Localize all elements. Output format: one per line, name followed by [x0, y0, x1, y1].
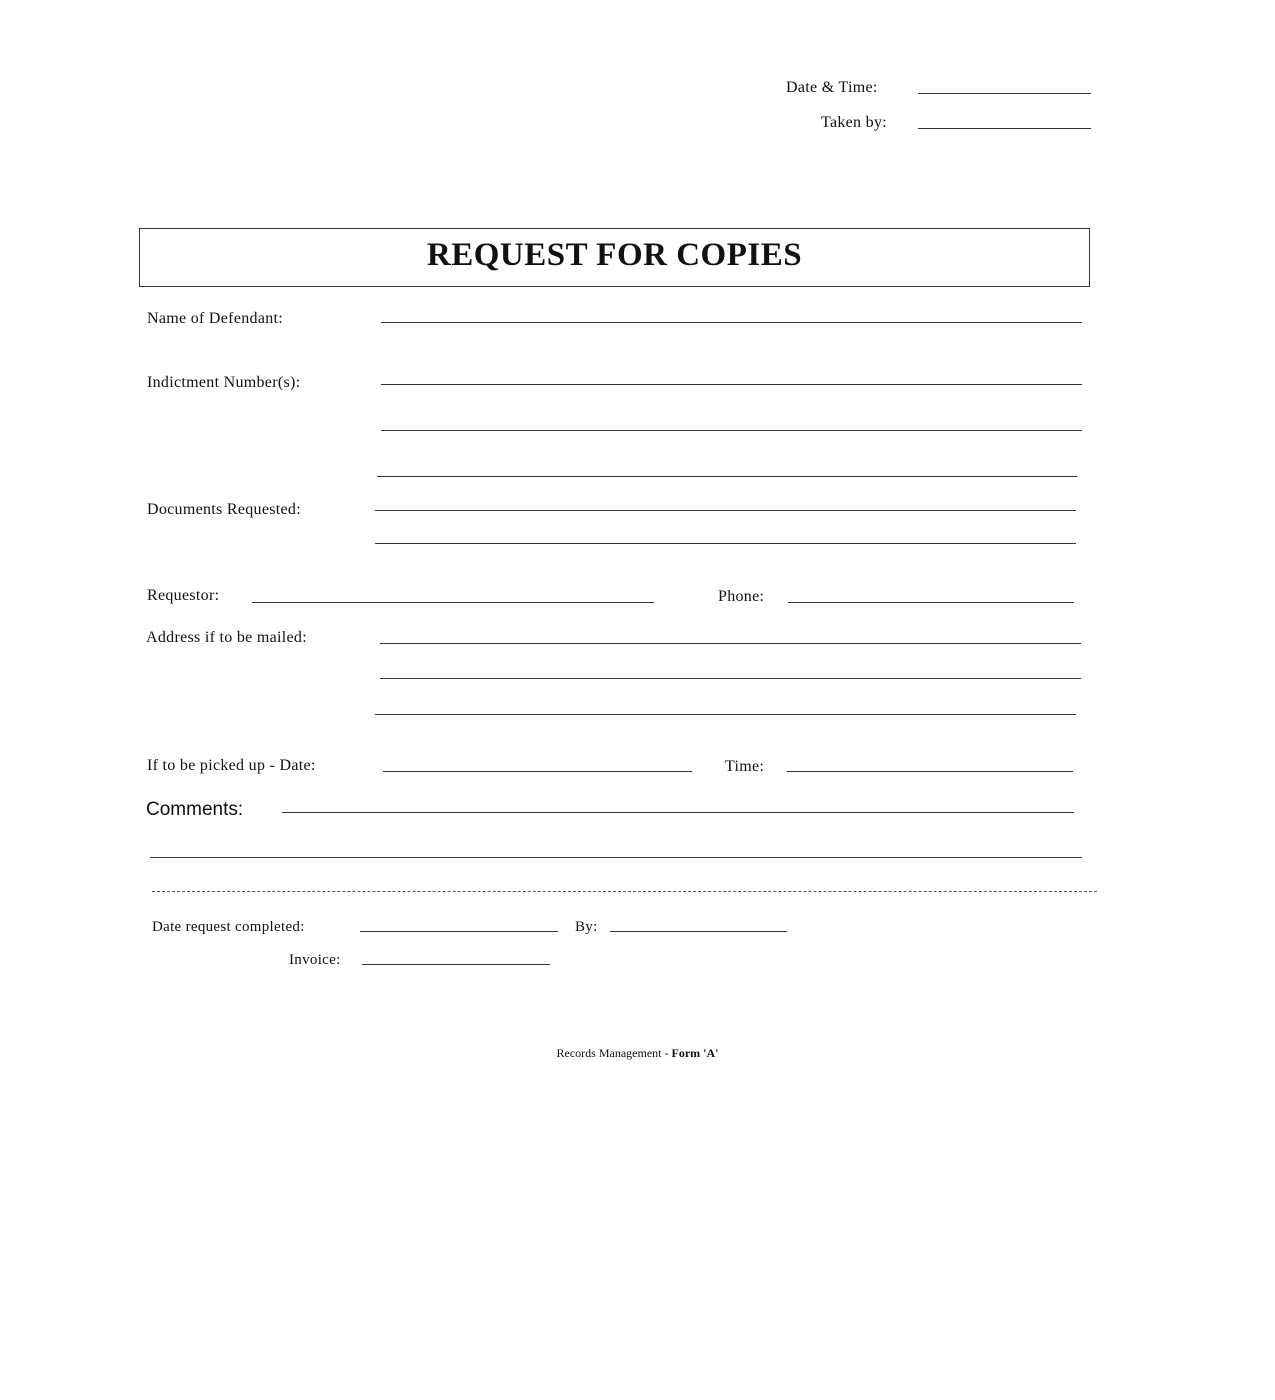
form-id: Form 'A': [671, 1046, 719, 1060]
address-field-3[interactable]: [375, 714, 1076, 715]
pickup-date-field[interactable]: [383, 771, 692, 772]
requestor-field[interactable]: [252, 602, 654, 603]
indictment-field-1[interactable]: [381, 384, 1082, 385]
defendant-field[interactable]: [381, 322, 1082, 323]
indictment-label: Indictment Number(s):: [147, 374, 301, 391]
defendant-label: Name of Defendant:: [147, 310, 284, 327]
comments-label: Comments:: [146, 799, 244, 820]
date-time-label: Date & Time:: [786, 79, 878, 96]
by-field[interactable]: [610, 931, 787, 932]
address-field-1[interactable]: [380, 643, 1081, 644]
invoice-label: Invoice:: [289, 952, 341, 968]
requestor-label: Requestor:: [147, 587, 220, 604]
pickup-time-field[interactable]: [787, 771, 1073, 772]
taken-by-label: Taken by:: [821, 114, 888, 131]
date-time-field[interactable]: [918, 93, 1091, 94]
completed-label: Date request completed:: [152, 919, 305, 935]
comments-field-1[interactable]: [282, 812, 1074, 813]
address-label: Address if to be mailed:: [146, 629, 307, 646]
documents-field-1[interactable]: [375, 510, 1076, 511]
pickup-date-label: If to be picked up - Date:: [147, 757, 316, 774]
documents-field-2[interactable]: [375, 543, 1076, 544]
pickup-time-label: Time:: [725, 758, 765, 775]
phone-label: Phone:: [718, 588, 765, 605]
indictment-field-3[interactable]: [377, 476, 1077, 477]
comments-field-2[interactable]: [150, 857, 1082, 858]
footer-text: Records Management -: [556, 1046, 672, 1060]
title-box: [139, 228, 1090, 287]
by-label: By:: [575, 919, 598, 935]
documents-label: Documents Requested:: [147, 501, 301, 518]
address-field-2[interactable]: [380, 678, 1081, 679]
cut-divider: [152, 891, 1097, 892]
completed-field[interactable]: [360, 931, 558, 932]
phone-field[interactable]: [788, 602, 1074, 603]
invoice-field[interactable]: [362, 964, 550, 965]
footer: [0, 1046, 1275, 1061]
page-title: REQUEST FOR COPIES: [426, 237, 803, 273]
indictment-field-2[interactable]: [381, 430, 1082, 431]
taken-by-field[interactable]: [918, 128, 1091, 129]
